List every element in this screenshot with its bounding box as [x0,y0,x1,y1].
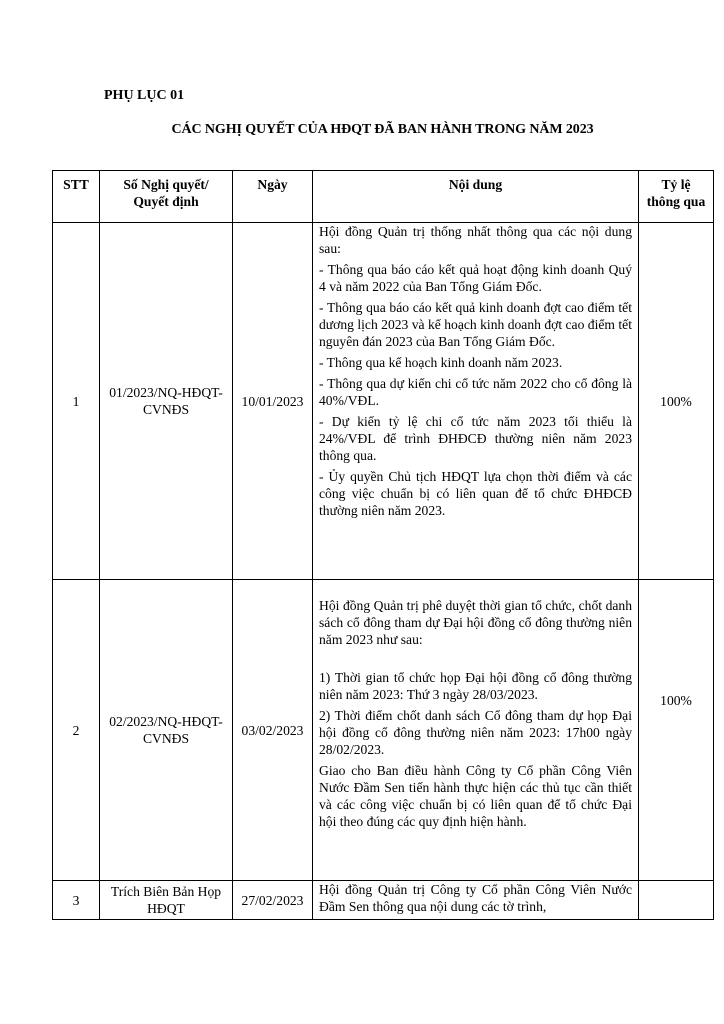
table-row [53,881,714,920]
content-intro: Hội đồng Quản trị thống nhất thông qua các nội dung sau: [319,224,632,256]
content-item: - Thông qua kế hoạch kinh doanh năm 2023. [319,355,563,370]
content-item: 1) Thời gian tổ chức họp Đại hội đồng cổ đông thường niên năm 2023: Thứ 3 ngày 28/03/2023. [319,670,632,702]
content-item: Giao cho Ban điều hành Công ty Cổ phần Công Viên Nước Đầm Sen tiến hành thực hiện các thủ tục cần thiết và các công việc chuẩn bị có liên quan để tổ chức Đại hội theo đúng các quy định hiện hành. [319,763,632,829]
row-date: 03/02/2023 [233,580,313,881]
row-number: 02/2023/NQ-HĐQT-CVNĐS [100,580,233,881]
row-rate [639,881,714,920]
resolutions-table [52,170,714,920]
content-intro: Hội đồng Quản trị phê duyệt thời gian tổ chức, chốt danh sách cổ đông tham dự Đại hội đồng cổ đông thường niên năm 2023 như sau: [319,598,632,647]
content-item: - Dự kiến tỷ lệ chi cổ tức năm 2023 tối thiểu là 24%/VĐL để trình ĐHĐCĐ thường niên năm 2023 thông qua. [319,414,632,463]
header-stt: STT [53,171,100,223]
row-stt: 1 [53,223,100,580]
header-date: Ngày [233,171,313,223]
header-number: Số Nghị quyết/ Quyết định [100,171,233,223]
table-row [53,223,714,580]
row-content [313,223,639,580]
content-item: - Thông qua dự kiến chi cổ tức năm 2022 cho cổ đông là 40%/VĐL. [319,376,632,408]
document-title: CÁC NGHỊ QUYẾT CỦA HĐQT ĐÃ BAN HÀNH TRONG NĂM 2023 [171,122,594,137]
header-content: Nội dung [313,171,639,223]
content-intro: Hội đồng Quản trị Công ty Cổ phần Công Viên Nước Đầm Sen thông qua nội dung các tờ trình, [319,882,632,914]
row-rate: 100% [639,223,714,580]
row-content [313,881,639,920]
row-stt: 3 [53,881,100,920]
header-rate: Tỷ lệ thông qua [639,171,714,223]
table-row [53,580,714,881]
row-number: Trích Biên Bản Họp HĐQT [100,881,233,920]
content-item: - Thông qua báo cáo kết quả hoạt động kinh doanh Quý 4 và năm 2022 của Ban Tổng Giám Đốc. [319,262,632,294]
row-number: 01/2023/NQ-HĐQT-CVNĐS [100,223,233,580]
content-item: - Thông qua báo cáo kết quả kinh doanh đợt cao điểm tết dương lịch 2023 và kế hoạch kinh doanh đợt cao điểm tết nguyên đán 2023 của Ban Tổng Giám Đốc. [319,300,632,349]
table-header-row [53,171,714,223]
content-item: 2) Thời điểm chốt danh sách Cổ đông tham dự họp Đại hội đồng cổ đông thường niên năm 2023: 17h00 ngày 28/02/2023. [319,708,632,757]
row-date: 10/01/2023 [233,223,313,580]
row-stt: 2 [53,580,100,881]
row-date: 27/02/2023 [233,881,313,920]
content-item: - Ủy quyền Chủ tịch HĐQT lựa chọn thời điểm và các công việc chuẩn bị có liên quan để tổ chức ĐHĐCĐ thường niên năm 2023. [319,469,632,518]
row-content [313,580,639,881]
appendix-label: PHỤ LỤC 01 [104,88,185,103]
row-rate: 100% [639,580,714,881]
